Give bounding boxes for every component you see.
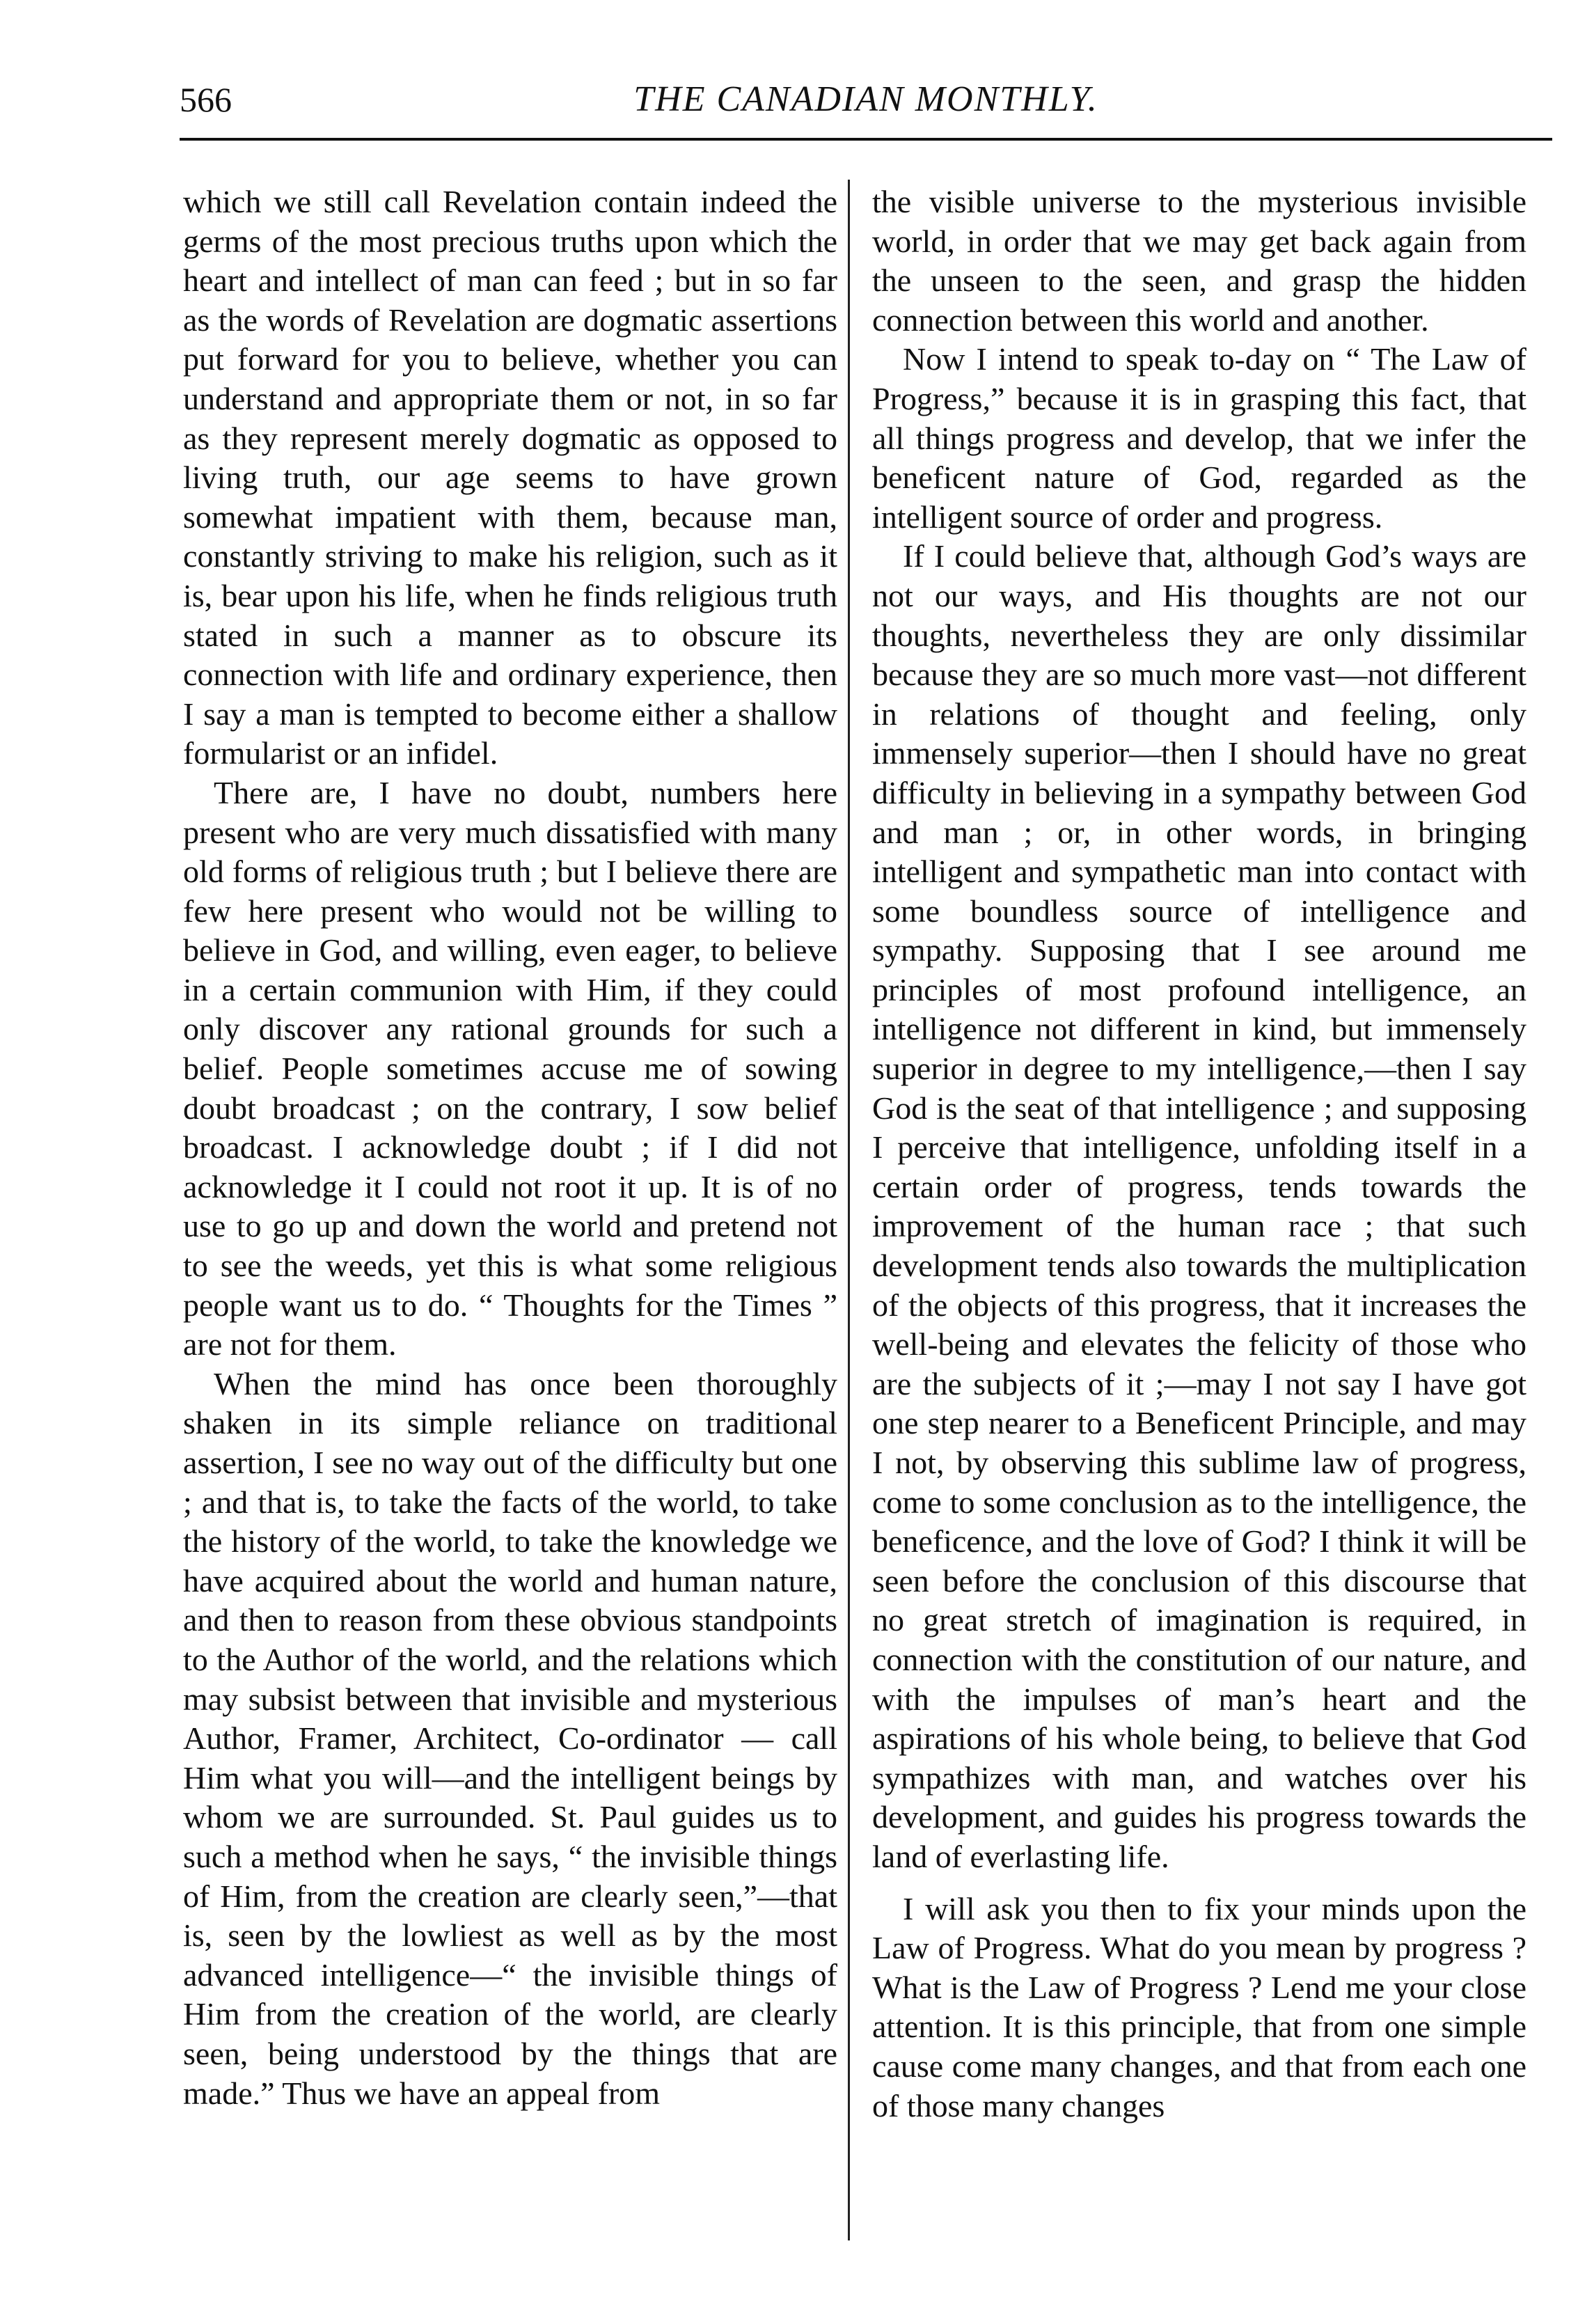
paragraph: I will ask you then to fix your minds upon the Law of Progress. What do you mean by progress ? What is the Law of Progress ? Lend me your close attention. It is this principle, that from one simple cause come many changes, and that from each one of those many changes [872,1890,1526,2123]
paragraph: which we still call Revelation contain indeed the germs of the most precious truths upon which the heart and intellect of man can feed ; but in so far as the words of Revelation are dogmatic assertions put forward for you to believe, whether you can understand and appropriate them or not, in so far as they represent merely dogmatic as opposed to living truth, our age seems to have grown somewhat impatient with them, because man, constantly striving to make his religion, such as it is, bear upon his life, when he finds religious truth stated in such a manner as to obscure its connection with life and ordinary experience, then I say a man is tempted to become either a shallow formularist or an infidel. [183,184,837,771]
left-column [183,182,837,2113]
right-column [872,182,1526,2126]
page-number: 566 [180,80,232,119]
running-title: THE CANADIAN MONTHLY. [633,79,1098,119]
page-header [180,75,1552,131]
header-rule [180,138,1552,141]
paragraph: If I could believe that, although God’s ways are not our ways, and His thoughts are not our thoughts, nevertheless they are only dissimilar because they are so much more vast—not different in relations of thought and feeling, only immensely superior—then I should have no great difficulty in believing in a sympathy between God and man ; or, in other words, in bringing intelligent and sympathetic man into contact with some boundless source of intelligence and sympathy. Supposing that I see around me principles of most profound intelligence, an intelligence not different in kind, but immensely superior in degree to my intelligence,—then I say God is the seat of that intelligence ; and supposing I perceive that intelligence, unfolding itself in a certain order of progress, tends towards the improvement of the human race ; that such development tends also towards the multiplication of the objects of this progress, that it increases the well-being and elevates the felicity of those who are the subjects of it ;—may I not say I have got one step nearer to a Beneficent Principle, and may I not, by observing this sublime law of progress, come to some conclusion as to the intelligence, the beneficence, and the love of God? I think it will be seen before the conclusion of this discourse that no great stretch of imagination is required, in connection with the constitution of our nature, and with the impulses of man’s heart and the aspirations of his whole being, to believe that God sympathizes with man, and watches over his development, and guides his progress towards the land of everlasting life. [872,538,1526,1874]
paragraph: Now I intend to speak to-day on “ The Law of Progress,” because it is in grasping this fact, that all things progress and develop, that we infer the beneficent nature of God, regarded as the intelligent source of order and progress. [872,341,1526,535]
paragraph: When the mind has once been thoroughly shaken in its simple reliance on traditional assertion, I see no way out of the difficulty but one ; and that is, to take the facts of the world, to take the history of the world, to take the knowledge we have acquired about the world and human nature, and then to reason from these obvious standpoints to the Author of the world, and the relations which may subsist between that invisible and mysterious Author, Framer, Architect, Co-ordinator — call Him what you will—and the intelligent beings by whom we are surrounded. St. Paul guides us to such a method when he says, “ the invisible things of Him, from the creation are clearly seen,”—that is, seen by the lowliest as well as by the most advanced intelligence—“ the invisible things of Him from the creation of the world, are clearly seen, being understood by the things that are made.” Thus we have an appeal from [183,1365,837,2111]
column-divider [848,180,850,2240]
paragraph: the visible universe to the mysterious invisible world, in order that we may get back again from the unseen to the seen, and grasp the hidden connection between this world and another. [872,184,1526,338]
paragraph: There are, I have no doubt, numbers here present who are very much dissatisfied with many old forms of religious truth ; but I believe there are few here present who would not be willing to believe in God, and willing, even eager, to believe in a certain communion with Him, if they could only discover any rational grounds for such a belief. People sometimes accuse me of sowing doubt broadcast ; on the contrary, I sow belief broadcast. I acknowledge doubt ; if I did not acknowledge it I could not root it up. It is of no use to go up and down the world and pretend not to see the weeds, yet this is what some religious people want us to do. “ Thoughts for the Times ” are not for them. [183,774,837,1363]
